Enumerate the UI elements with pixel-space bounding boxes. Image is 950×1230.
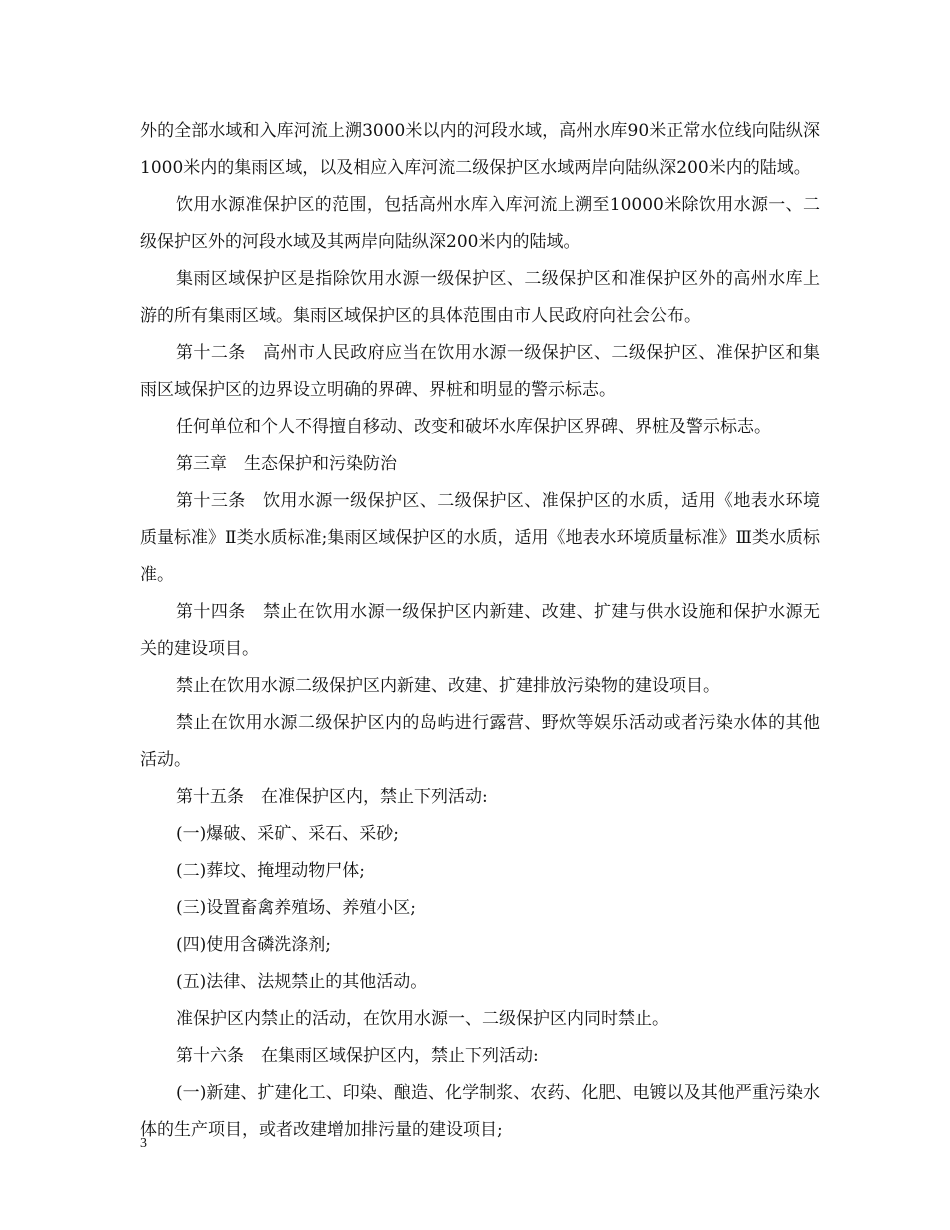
- paragraph: (二)葬坟、掩埋动物尸体;: [176, 861, 365, 881]
- paragraph: (五)法律、法规禁止的其他活动。: [176, 972, 428, 992]
- page-number: 3: [140, 1136, 147, 1151]
- paragraph: (一)新建、扩建化工、印染、酿造、化学制浆、农药、化肥、电镀以及其他严重污染水体的生产项目，或者改建增加排污量的建设项目;: [140, 1083, 820, 1140]
- paragraph: 禁止在饮用水源二级保护区内新建、改建、扩建排放污染物的建设项目。: [176, 676, 720, 696]
- paragraph: 第十二条 高州市人民政府应当在饮用水源一级保护区、二级保护区、准保护区和集雨区域保护区的边界设立明确的界碑、界桩和明显的警示标志。: [140, 343, 820, 400]
- paragraph: 集雨区域保护区是指除饮用水源一级保护区、二级保护区和准保护区外的高州水库上游的所有集雨区域。集雨区域保护区的具体范围由市人民政府向社会公布。: [140, 269, 820, 326]
- paragraph: (三)设置畜禽养殖场、养殖小区;: [176, 898, 416, 918]
- paragraph: 第十六条 在集雨区域保护区内，禁止下列活动:: [176, 1046, 539, 1066]
- paragraph: 第三章 生态保护和污染防治: [176, 454, 397, 474]
- paragraph: (一)爆破、采矿、采石、采砂;: [176, 824, 399, 844]
- paragraph: (四)使用含磷洗涤剂;: [176, 935, 331, 955]
- document-body: [140, 113, 820, 1149]
- paragraph: 第十五条 在准保护区内，禁止下列活动:: [176, 787, 488, 807]
- paragraph: 禁止在饮用水源二级保护区内的岛屿进行露营、野炊等娱乐活动或者污染水体的其他活动。: [140, 713, 820, 770]
- paragraph: 第十三条 饮用水源一级保护区、二级保护区、准保护区的水质，适用《地表水环境质量标准》Ⅱ类水质标准;集雨区域保护区的水质，适用《地表水环境质量标准》Ⅲ类水质标准。: [140, 491, 820, 585]
- paragraph: 饮用水源准保护区的范围，包括高州水库入库河流上溯至10000米除饮用水源一、二级保护区外的河段水域及其两岸向陆纵深200米内的陆域。: [140, 195, 820, 252]
- paragraph: 任何单位和个人不得擅自移动、改变和破坏水库保护区界碑、界桩及警示标志。: [176, 417, 771, 437]
- paragraph: 外的全部水域和入库河流上溯3000米以内的河段水域，高州水库90米正常水位线向陆纵深1000米内的集雨区域，以及相应入库河流二级保护区水域两岸向陆纵深200米内的陆域。: [140, 121, 820, 178]
- paragraph: 准保护区内禁止的活动，在饮用水源一、二级保护区内同时禁止。: [176, 1009, 669, 1029]
- paragraph: 第十四条 禁止在饮用水源一级保护区内新建、改建、扩建与供水设施和保护水源无关的建设项目。: [140, 602, 820, 659]
